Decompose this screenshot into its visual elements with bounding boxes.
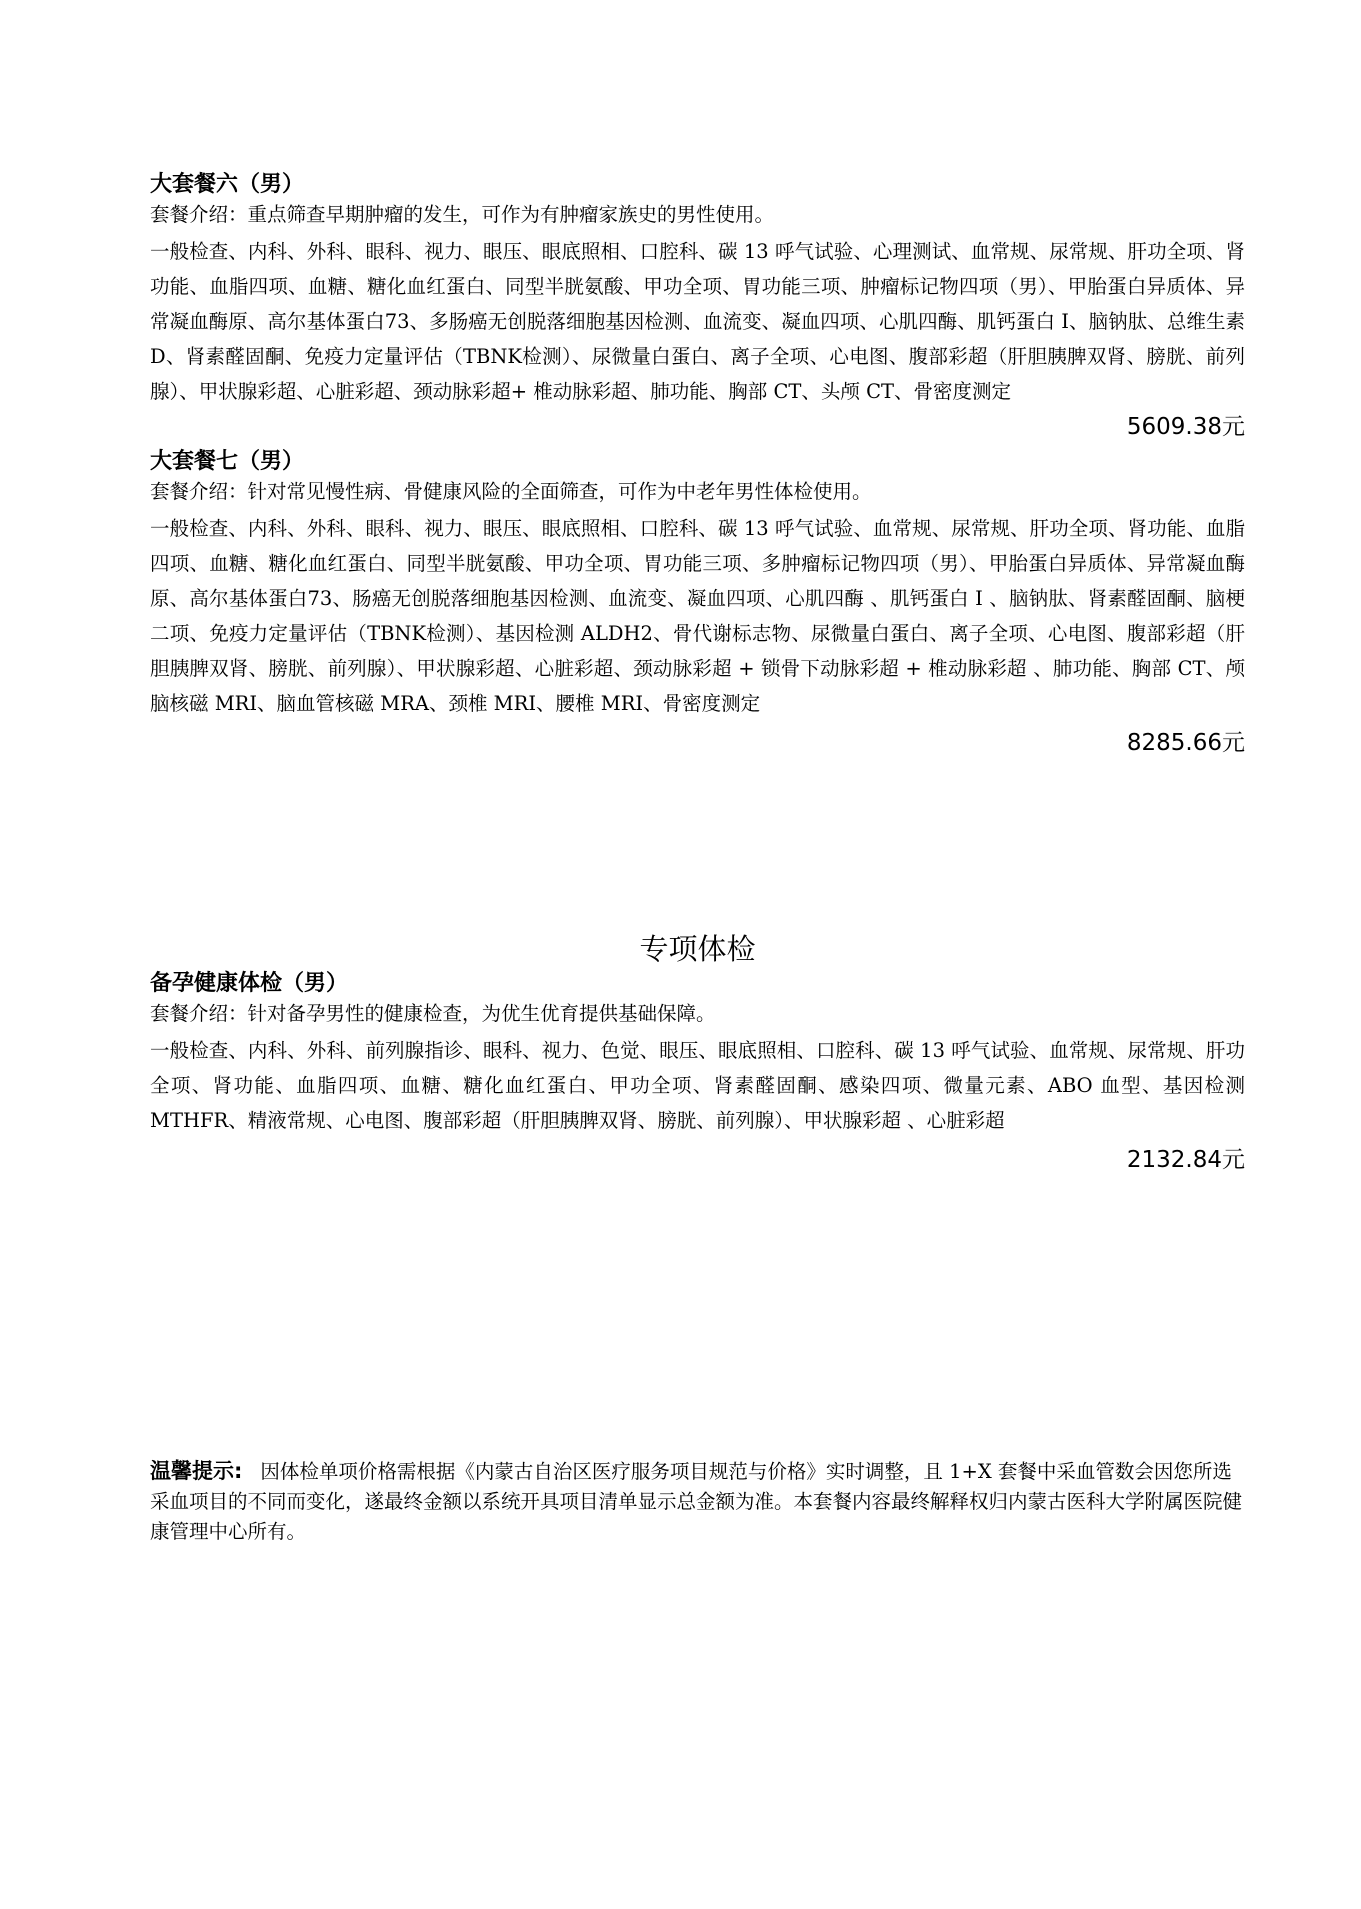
document-page: [150, 170, 1245, 1547]
package-title: 大套餐六（男）: [150, 172, 305, 197]
package-section: [150, 170, 1245, 445]
package-title: 备孕健康体检（男）: [150, 971, 349, 996]
package-price: 5609.38元: [1126, 414, 1245, 440]
package-price: 8285.66元: [1126, 730, 1245, 756]
notice-label: 温馨提示:: [150, 1459, 243, 1483]
package-section: [150, 447, 1245, 761]
package-intro: 套餐介绍：重点筛查早期肿瘤的发生，可作为有肿瘤家族史的男性使用。: [150, 203, 775, 226]
section-heading: 专项体检: [639, 932, 756, 966]
package-title: 大套餐七（男）: [150, 449, 305, 474]
package-price: 2132.84元: [1126, 1147, 1245, 1173]
package-items: 一般检查、内科、外科、眼科、视力、眼压、眼底照相、口腔科、碳 13 呼气试验、心理测试、血常规、尿常规、肝功全项、肾功能、血脂四项、血糖、糖化血红蛋白、同型半胱氨酸、甲功全项、胃功能三项、肿瘤标记物四项（男）、甲胎蛋白异质体、异常凝血酶原、高尔基体蛋白73、多肠癌无创脱落细胞基因检测、血流变、凝血四项、心肌四酶、肌钙蛋白 I、脑钠肽、总维生素 D、肾素醛固酮、免疫力定量评估（TBNK检测）、尿微量白蛋白、离子全项、心电图、腹部彩超（肝胆胰脾双肾、膀胱、前列腺）、甲状腺彩超、心脏彩超、颈动脉彩超+ 椎动脉彩超、肺功能、胸部 CT、头颅 CT、骨密度测定: [150, 240, 1245, 403]
notice-block: [150, 1456, 1245, 1547]
notice-text: 因体检单项价格需根据《内蒙古自治区医疗服务项目规范与价格》实时调整，且 1+X 套餐中采血管数会因您所选采血项目的不同而变化，遂最终金额以系统开具项目清单显示总金额为准。本套餐内容最终解释权归内蒙古医科大学附属医院健康管理中心所有。: [150, 1460, 1243, 1543]
package-items: 一般检查、内科、外科、前列腺指诊、眼科、视力、色觉、眼压、眼底照相、口腔科、碳 13 呼气试验、血常规、尿常规、肝功全项、肾功能、血脂四项、血糖、糖化血红蛋白、甲功全项、肾素醛固酮、感染四项、微量元素、ABO 血型、基因检测 MTHFR、精液常规、心电图、腹部彩超（肝胆胰脾双肾、膀胱、前列腺）、甲状腺彩超 、心脏彩超: [150, 1039, 1245, 1132]
package-items: 一般检查、内科、外科、眼科、视力、眼压、眼底照相、口腔科、碳 13 呼气试验、血常规、尿常规、肝功全项、肾功能、血脂四项、血糖、糖化血红蛋白、同型半胱氨酸、甲功全项、胃功能三项、多肿瘤标记物四项（男）、甲胎蛋白异质体、异常凝血酶原、高尔基体蛋白73、肠癌无创脱落细胞基因检测、血流变、凝血四项、心肌四酶 、肌钙蛋白 I 、脑钠肽、肾素醛固酮、脑梗二项、免疫力定量评估（TBNK检测）、基因检测 ALDH2、骨代谢标志物、尿微量白蛋白、离子全项、心电图、腹部彩超（肝胆胰脾双肾、膀胱、前列腺）、甲状腺彩超、心脏彩超、颈动脉彩超 + 锁骨下动脉彩超 + 椎动脉彩超 、肺功能、胸部 CT、颅脑核磁 MRI、脑血管核磁 MRA、颈椎 MRI、腰椎 MRI、骨密度测定: [150, 517, 1245, 715]
special-section: [150, 929, 1245, 1178]
package-section: [150, 969, 1245, 1178]
package-intro: 套餐介绍：针对备孕男性的健康检查，为优生优育提供基础保障。: [150, 1002, 716, 1025]
package-intro: 套餐介绍：针对常见慢性病、骨健康风险的全面筛查，可作为中老年男性体检使用。: [150, 480, 872, 503]
